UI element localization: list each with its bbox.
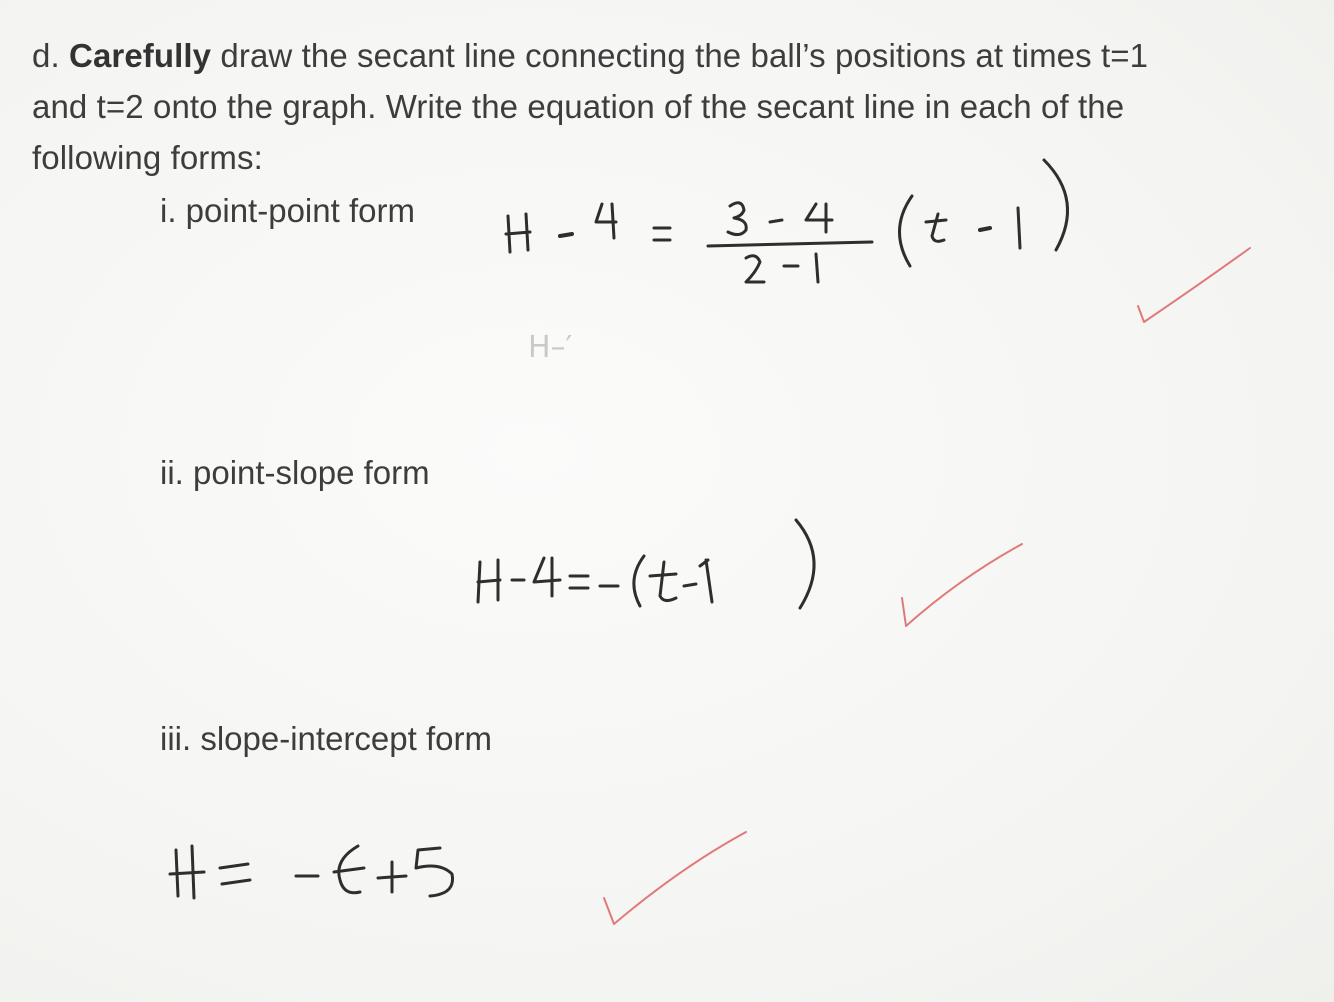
answer-ii-handwriting	[478, 520, 814, 608]
check-mark-i	[1138, 248, 1250, 322]
part-ii-label: ii. point-slope form	[160, 454, 430, 491]
question-letter: d.	[32, 37, 60, 74]
question-text-line1: draw the secant line connecting the ball’s positions at times t=1	[211, 37, 1149, 74]
check-mark-iii	[604, 832, 746, 924]
erased-mark: H–′	[528, 330, 573, 365]
part-iii-label: iii. slope-intercept form	[160, 720, 492, 757]
question-text-line2: and t=2 onto the graph. Write the equation of the secant line in each of the	[32, 88, 1125, 125]
answer-iii-handwriting	[170, 846, 453, 898]
question-prompt	[32, 30, 1312, 183]
check-mark-ii	[902, 544, 1022, 626]
question-text-line3: following forms:	[32, 139, 263, 176]
part-i-label: i. point-point form	[160, 192, 415, 229]
question-emphasis: Carefully	[69, 37, 212, 74]
